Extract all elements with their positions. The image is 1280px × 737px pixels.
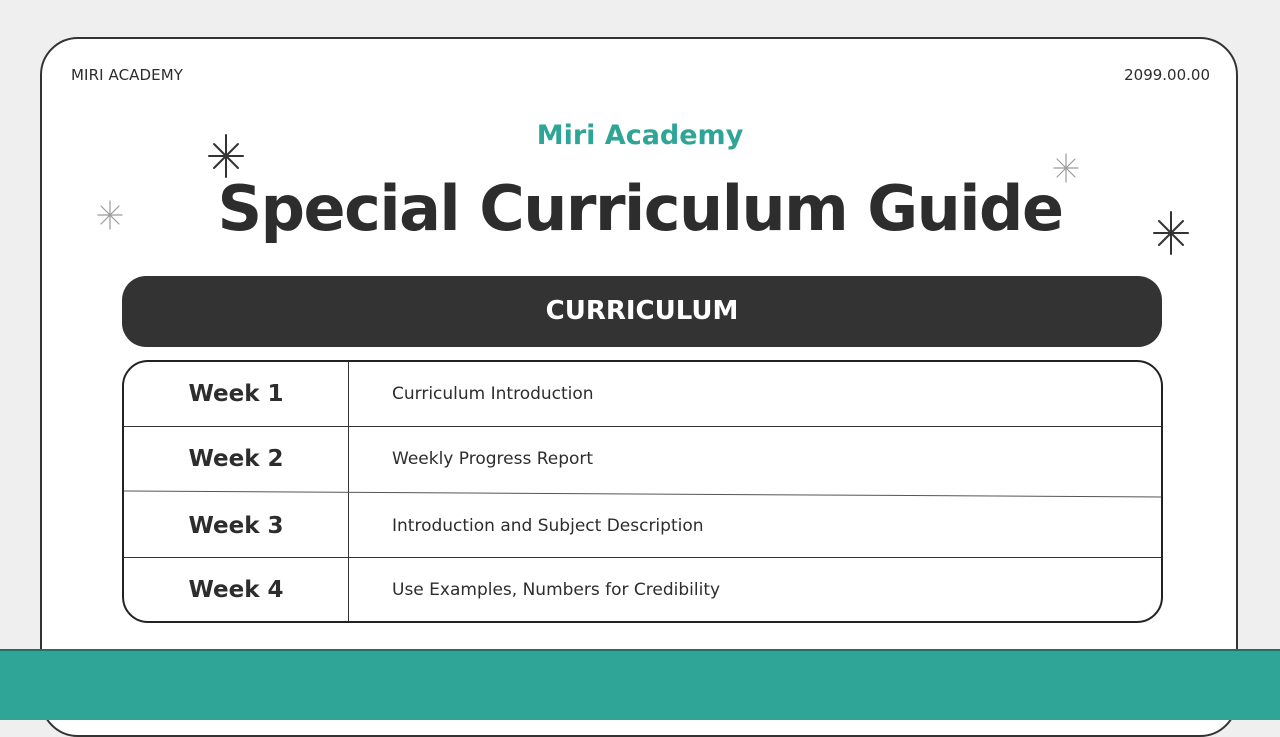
table-row bbox=[124, 427, 1161, 492]
week-description: Use Examples, Numbers for Credibility bbox=[392, 580, 721, 600]
week-label: Week 4 bbox=[188, 577, 284, 603]
week-label: Week 1 bbox=[188, 381, 284, 407]
brand-name: MIRI ACADEMY bbox=[71, 66, 184, 84]
week-description: Weekly Progress Report bbox=[392, 449, 594, 469]
table-row bbox=[124, 495, 1161, 557]
week-description: Curriculum Introduction bbox=[392, 384, 594, 404]
week-label: Week 2 bbox=[188, 446, 284, 472]
date-label: 2099.00.00 bbox=[1124, 66, 1210, 84]
table-row bbox=[124, 362, 1161, 426]
week-label: Week 3 bbox=[188, 513, 284, 539]
table-row bbox=[124, 558, 1161, 623]
curriculum-banner: CURRICULUM bbox=[122, 276, 1162, 347]
week-description: Introduction and Subject Description bbox=[392, 516, 704, 536]
page-title: Special Curriculum Guide bbox=[217, 172, 1063, 245]
academy-subtitle: Miri Academy bbox=[536, 120, 744, 151]
curriculum-table bbox=[122, 360, 1163, 623]
footer-bar bbox=[0, 649, 1280, 720]
